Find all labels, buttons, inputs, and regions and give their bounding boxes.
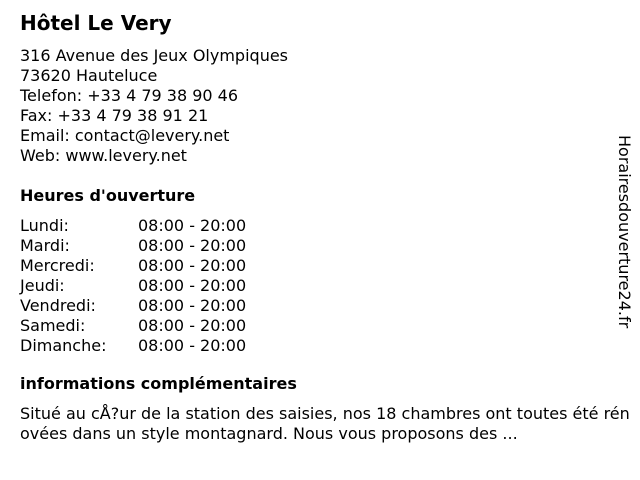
hours-row-saturday [20,316,246,336]
day-label: Samedi: [20,316,86,335]
hotel-info-page [20,10,632,460]
day-label: Mardi: [20,236,70,255]
hours-row-wednesday [20,256,246,276]
time-range: 08:00 - 20:00 [138,276,247,295]
day-label: Lundi: [20,216,69,235]
additional-info-heading: informations complémentaires [20,374,297,393]
postal-city: 73620 Hauteluce [20,66,158,85]
phone-number: Telefon: +33 4 79 38 90 46 [20,86,239,105]
hotel-name: Hôtel Le Very [20,11,172,35]
hotel-description: Situé au cÅ?ur de la station des saisies, nos 18 chambres ont toutes été rénovées dans un style montagnard. Nous vous proposons des ... [20,404,630,443]
time-range: 08:00 - 20:00 [138,336,247,355]
hours-row-thursday [20,276,246,296]
time-range: 08:00 - 20:00 [138,236,247,255]
hours-row-sunday [20,336,246,356]
hours-row-tuesday [20,236,246,256]
day-label: Dimanche: [20,336,107,355]
street-address: 316 Avenue des Jeux Olympiques [20,46,289,65]
hours-row-monday [20,216,246,236]
email-address: Email: contact@levery.net [20,126,230,145]
time-range: 08:00 - 20:00 [138,256,247,275]
website: Web: www.levery.net [20,146,187,165]
time-range: 08:00 - 20:00 [138,296,247,315]
watermark-text: Horairesdouverture24.fr [615,135,634,329]
day-label: Vendredi: [20,296,96,315]
site-watermark [612,135,636,370]
opening-hours-table [20,216,246,356]
day-label: Jeudi: [20,276,65,295]
time-range: 08:00 - 20:00 [138,316,247,335]
hours-row-friday [20,296,246,316]
fax-number: Fax: +33 4 79 38 91 21 [20,106,209,125]
contact-block [20,46,632,166]
day-label: Mercredi: [20,256,95,275]
time-range: 08:00 - 20:00 [138,216,247,235]
opening-hours-heading: Heures d'ouverture [20,186,196,205]
